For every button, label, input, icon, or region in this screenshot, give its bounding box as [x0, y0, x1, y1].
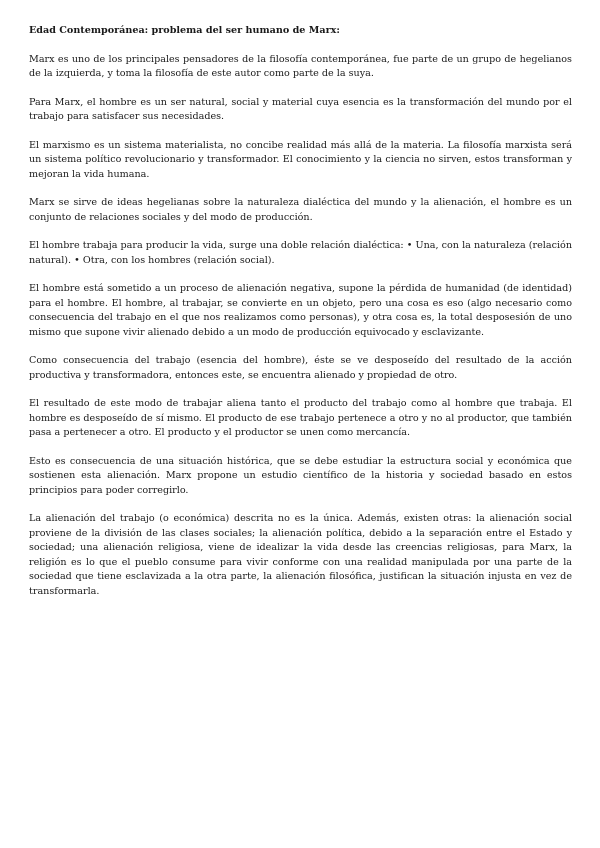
paragraph-10: La alienación del trabajo (o económica) descrita no es la única. Además, existen otras: la alienación social proviene de la división de las clases sociales; la alienación política, debido a la separación entre el Estado y sociedad; una alienación religiosa, viene de idealizar la vida desde las creencias religiosas, para Marx, la religión es lo que el pueblo consume para vivir conforme con una realidad manipulada por una parte de la sociedad que tiene esclavizada a la otra parte, la alienación filosófica, justifican la situación injusta en vez de transformarla.: [29, 513, 572, 597]
paragraph-4: Marx se sirve de ideas hegelianas sobre la naturaleza dialéctica del mundo y la alienación, el hombre es un conjunto de relaciones sociales y del modo de producción.: [29, 197, 572, 223]
paragraph-2: Para Marx, el hombre es un ser natural, social y material cuya esencia es la transformación del mundo por el trabajo para satisfacer sus necesidades.: [29, 96, 572, 122]
paragraph-7: Como consecuencia del trabajo (esencia del hombre), éste se ve desposeído del resultado de la acción productiva y transformadora, entonces este, se encuentra alienado y propiedad de otro.: [29, 355, 572, 381]
paragraph-6: El hombre está sometido a un proceso de alienación negativa, supone la pérdida de humanidad (de identidad) para el hombre. El hombre, al trabajar, se convierte en un objeto, pero una cosa es eso (algo necesario como consecuencia del trabajo en el que nos realizamos como personas), y otra cosa es, la total desposesión de uno mismo que supone vivir alienado debido a un modo de producción equivocado y esclavizante.: [29, 283, 572, 338]
paragraph-8: El resultado de este modo de trabajar aliena tanto el producto del trabajo como al hombre que trabaja. El hombre es desposeído de sí mismo. El producto de ese trabajo pertenece a otro y no al productor, que también pasa a pertenecer a otro. El producto y el productor se unen como mercancía.: [29, 398, 572, 438]
paragraph-5: El hombre trabaja para producir la vida, surge una doble relación dialéctica: • Una, con la naturaleza (relación natural). • Otra, con los hombres (relación social).: [29, 240, 572, 266]
document-page: [29, 24, 572, 613]
paragraph-3: El marxismo es un sistema materialista, no concibe realidad más allá de la materia. La filosofía marxista será un sistema político revolucionario y transformador. El conocimiento y la ciencia no sirven, estos transforman y mejoran la vida humana.: [29, 139, 572, 180]
paragraph-9: Esto es consecuencia de una situación histórica, que se debe estudiar la estructura social y económica que sostienen esta alienación. Marx propone un estudio científico de la historia y sociedad basado en estos principios para poder corregirlo.: [29, 455, 572, 496]
document-title: Edad Contemporánea: problema del ser humano de Marx:: [29, 25, 340, 36]
paragraph-1: Marx es uno de los principales pensadores de la filosofía contemporánea, fue parte de un grupo de hegelianos de la izquierda, y toma la filosofía de este autor como parte de la suya.: [29, 53, 572, 79]
